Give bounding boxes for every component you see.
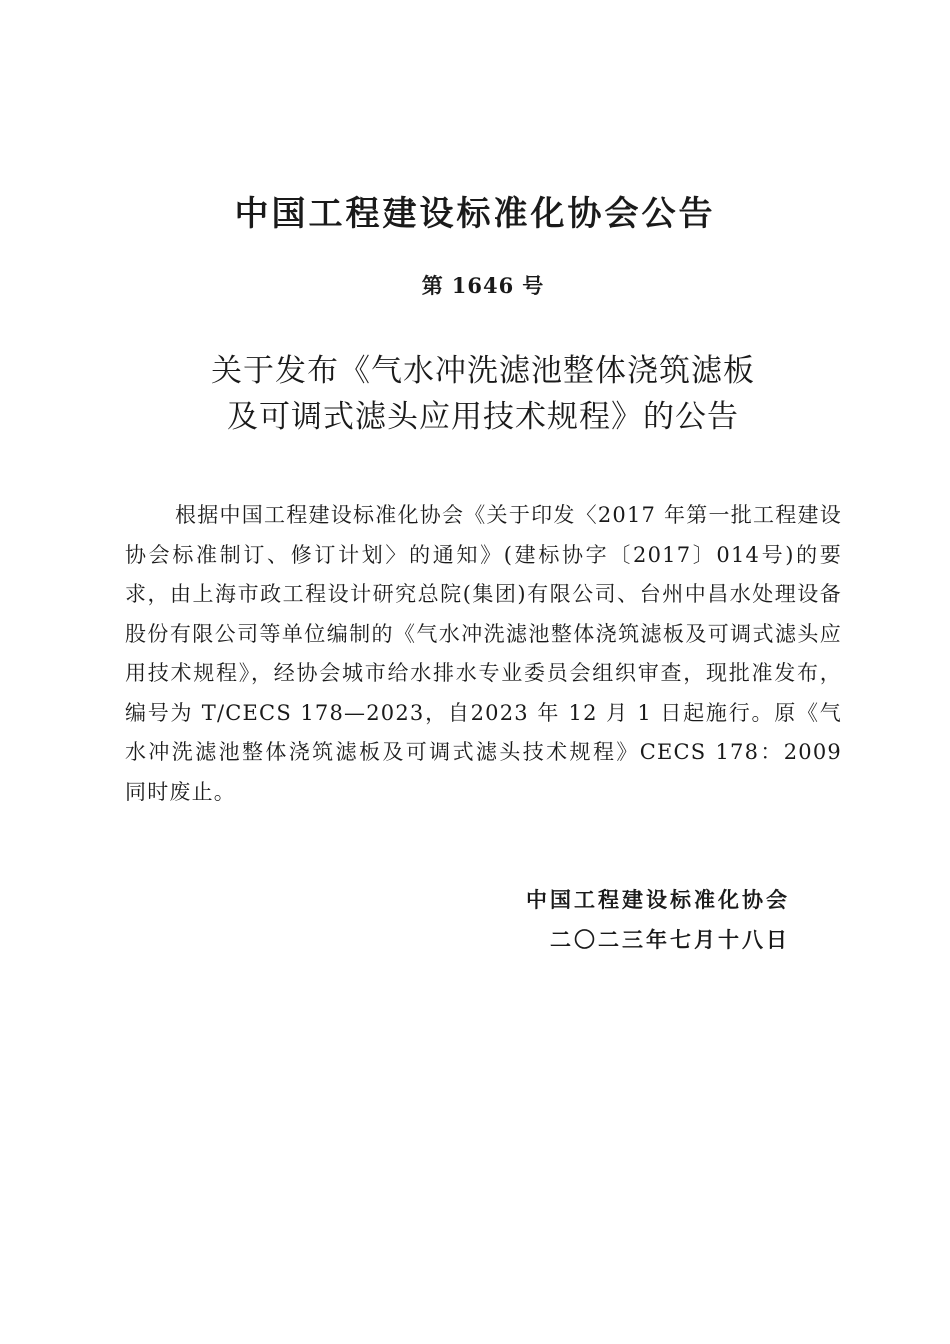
notice-number <box>0 270 950 300</box>
subject-title-line-2: 及可调式滤头应用技术规程》的公告 <box>227 399 739 435</box>
issue-date: 二〇二三年七月十八日 <box>550 928 790 952</box>
subject-title <box>0 348 950 440</box>
organization-title: 中国工程建设标准化协会公告 <box>234 194 716 234</box>
notice-number-prefix: 第 <box>421 274 444 298</box>
subject-title-line-1: 关于发布《气水冲洗滤池整体浇筑滤板 <box>211 353 755 389</box>
issuer-name: 中国工程建设标准化协会 <box>526 888 790 912</box>
notice-number-suffix: 号 <box>522 274 545 298</box>
announcement-body: 根据中国工程建设标准化协会《关于印发〈2017 年第一批工程建设协会标准制订、修订计划〉的通知》(建标协字〔2017〕014号)的要求，由上海市政工程设计研究总院(集团)有限公司、台州中昌水处理设备股份有限公司等单位编制的《气水冲洗滤池整体浇筑滤板及可调式滤头应用技术规程》，经协会城市给水排水专业委员会组织审查，现批准发布，编号为 T/CECS 178—2023，自2023 年 12 月 1 日起施行。原《气水冲洗滤池整体浇筑滤板及可调式滤头技术规程》CECS 178：2009 同时废止。 <box>125 503 842 804</box>
signature-block <box>0 880 790 960</box>
notice-number-value: 1646 <box>451 273 515 298</box>
